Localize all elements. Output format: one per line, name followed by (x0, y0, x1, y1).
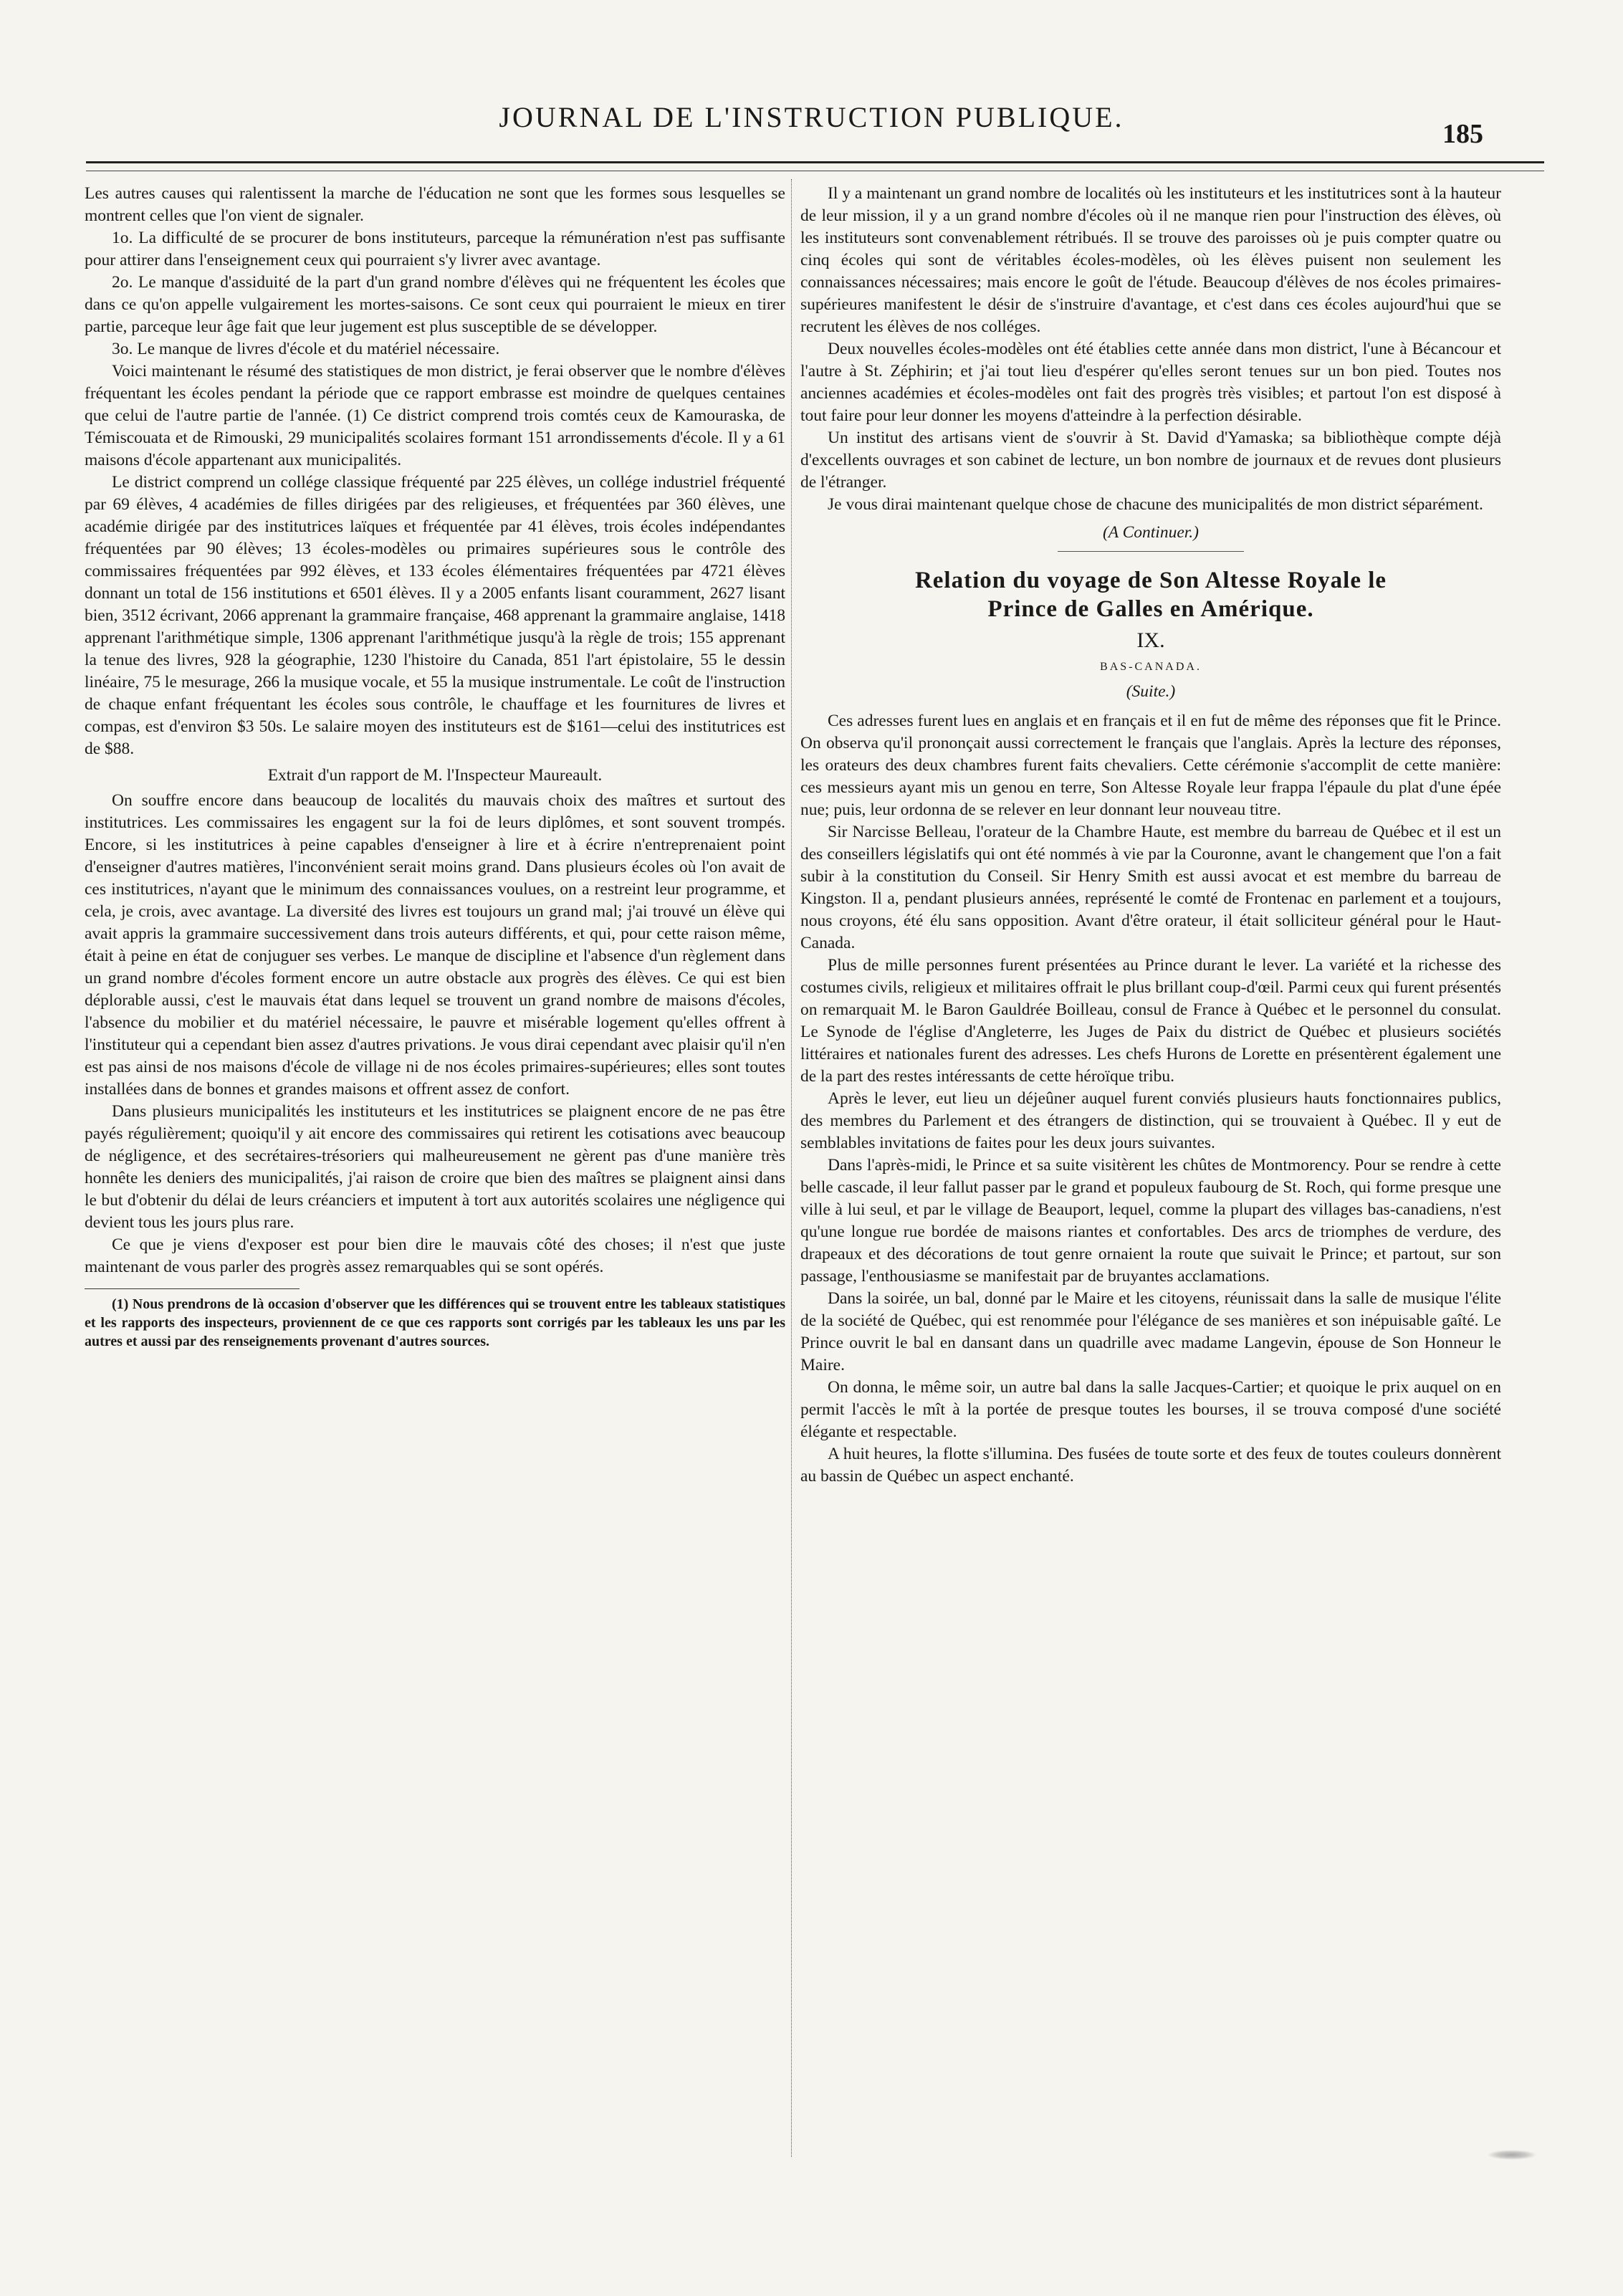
page-number: 185 (1442, 119, 1483, 149)
paragraph: 1o. La difficulté de se procurer de bons instituteurs, parceque la rémunération n'est pas suffisante pour attirer dans l'enseignement ceux qui pourraient s'y livrer avec avantage. (85, 229, 785, 269)
footnote: (1) Nous prendrons de là occasion d'observer que les différences qui se trouvent entre les tableaux statistiques et les rapports des inspecteurs, proviennent de ce que ces rapports sont corrigés par les tableaux les uns par les autres et aussi par des renseignements provenant d'autres sources. (85, 1296, 785, 1349)
paragraph: Un institut des artisans vient de s'ouvrir à St. David d'Yamaska; sa bibliothèque compte déjà d'excellents ouvrages et son cabinet de lecture, un bon nombre de journaux et de revues dont plusieurs de l'étranger. (800, 429, 1501, 492)
article-title-line-1: Relation du voyage de Son Altesse Royale le (914, 568, 1387, 593)
article-title-line-2: Prince de Galles en Amérique. (987, 596, 1314, 622)
paragraph: Après le lever, eut lieu un déjeûner auquel furent conviés plusieurs hauts fonctionnaires publics, des membres du Parlement et des étrangers de distinction, qui se trouvaient à Québec. Il y eut de semblables invitations de faites pour les deux jours suivantes. (800, 1089, 1501, 1152)
ink-blot (1487, 2150, 1537, 2160)
paragraph: Ces adresses furent lues en anglais et en français et il en fut de même des réponses que fit le Prince. On observa qu'il prononçait aussi correctement le français que l'anglais. Après la lecture des réponses, les orateurs des deux chambres furent faits chevaliers. Cette cérémonie s'accomplit de cette manière: ces messieurs ayant mis un genou en terre, Son Altesse Royale leur frappa l'épaule du plat d'une épée nue; puis, leur ordonna de se relever en leur donnant leur nouveau titre. (800, 712, 1501, 819)
to-continue-note: (A Continuer.) (1102, 523, 1200, 542)
left-column (85, 183, 785, 1351)
paragraph: Je vous dirai maintenant quelque chose de chacune des municipalités de mon district séparément. (828, 495, 1483, 514)
right-column (800, 183, 1501, 1488)
paragraph: Deux nouvelles écoles-modèles ont été établies cette année dans mon district, l'une à Bécancour et l'autre à St. Zéphirin; et j'ai tout lieu d'espérer qu'elles seront tenues sur un bon pied. Toutes nos anciennes académies et écoles-modèles ont fait des progrès très visibles; et partout l'on est disposé à tout faire pour leur donner les moyens d'atteindre à la perfection désirable. (800, 340, 1501, 425)
paragraph: Ce que je viens d'exposer est pour bien dire le mauvais côté des choses; il n'est que juste maintenant de vous parler des progrès assez remarquables qui se sont opérés. (85, 1235, 785, 1276)
paragraph: On donna, le même soir, un autre bal dans la salle Jacques-Cartier; et quoique le prix auquel on en permit l'accès le mît à la portée de presque toutes les bourses, il se trouva composé d'une société élégante et respectable. (800, 1378, 1501, 1441)
paragraph: Dans plusieurs municipalités les instituteurs et les institutrices se plaignent encore de ne pas être payés régulièrement; quoiqu'il y ait encore des commissaires qui retirent les cotisations avec beaucoup de négligence, et des secrétaires-trésoriers qui malheureusement ne gèrent pas d'une manière très honnête les deniers des municipalités, j'ai raison de croire que bien des maîtres se plaignent ainsi dans le but d'obtenir du délai de leurs créanciers et imputent à tort aux autorités scolaires une négligence qui devient tous les jours plus rare. (85, 1102, 785, 1232)
article-title (800, 566, 1501, 623)
section-place: BAS-CANADA. (1100, 661, 1202, 673)
header-rule (86, 161, 1544, 163)
paragraph: 2o. Le manque d'assiduité de la part d'un grand nombre d'élèves qui ne fréquentent les écoles que dans ce qu'on appelle vulgairement les mortes-saisons. Ce sont ceux qui pourraient le mieux en tirer partie, parceque leur âge fait que leur jugement est plus susceptible de se développer. (85, 273, 785, 336)
paragraph: 3o. Le manque de livres d'école et du matériel nécessaire. (112, 340, 500, 358)
footnote-rule (85, 1288, 300, 1289)
paragraph: Plus de mille personnes furent présentées au Prince durant le lever. La variété et la richesse des costumes civils, religieux et militaires offrait le plus brillant coup-d'œil. Parmi ceux qui furent présentés on remarquait M. le Baron Gauldrée Boilleau, consul de France à Québec et le personnel du consulat. Le Synode de l'église d'Angleterre, les Juges de Paix du district de Québec et plusieurs sociétés littéraires et nationales furent des adresses. Les chefs Hurons de Lorette en présentèrent également une de la part des restes intéressants de cette héroïque tribu. (800, 956, 1501, 1086)
running-title: JOURNAL DE L'INSTRUCTION PUBLIQUE. (499, 101, 1124, 133)
suite-note: (Suite.) (1126, 682, 1176, 701)
paragraph: On souffre encore dans beaucoup de localités du mauvais choix des maîtres et surtout des institutrices. Les commissaires les engagent sur la foi de leurs diplômes, et sont souvent trompés. Encore, si les institutrices à peine capables d'enseigner à lire et à écrire n'entreprenaient point d'enseigner d'autres matières, l'inconvénient serait moins grand. Dans plusieurs écoles où l'on avait de ces institutrices, n'ayant que le minimum des connaissances voulues, on a restreint leur programme, et cela, je crois, avec avantage. La diversité des livres est toujours un grand mal; j'ai trouvé un élève qui avait appris la grammaire successivement dans trois auteurs différents, et qui, pour cette raison même, était à peine en état de conjuguer ses verbes. Le manque de discipline et l'absence d'un règlement dans un grand nombre d'écoles forment encore un autre obstacle aux progrès des élèves. Ce qui est bien déplorable aussi, c'est le mauvais état dans lequel se trouvent un grand nombre de maisons d'écoles, l'absence du mobilier et du matériel nécessaire, le pauvre et misérable logement qu'elles offrent à l'instituteur qui a cependant bien assez d'autres privations. Je vous dirai cependant avec plaisir qu'il n'en est pas ainsi de nos maisons d'école de village ni de nos écoles primaires-supérieures; elles sont toutes installées dans de bonnes et grandes maisons et offrent assez de confort. (85, 791, 785, 1099)
paragraph: Voici maintenant le résumé des statistiques de mon district, je ferai observer que le nombre d'élèves fréquentant les écoles pendant la période que ce rapport embrasse est moindre de quelques centaines que celui de l'autre partie de l'année. (1) Ce district comprend trois comtés ceux de Kamouraska, de Témiscouata et de Rimouski, 29 municipalités scolaires formant 151 arrondissements d'école. Il y a 61 maisons d'école appartenant aux municipalités. (85, 362, 785, 469)
section-number: IX. (1136, 628, 1165, 652)
paragraph: Il y a maintenant un grand nombre de localités où les instituteurs et les institutrices sont à la hauteur de leur mission, il y a un grand nombre d'écoles où il ne manque rien pour l'instruction des élèves, où les instituteurs sont convenablement rétribués. Il se trouve des paroisses où je puis compter quatre ou cinq écoles qui sont de véritables écoles-modèles, où les élèves puisent non seulement les connaissances nécessaires; mais encore le goût de l'étude. Beaucoup d'élèves de nos écoles primaires-supérieures manifestent le désir de s'instruire d'avantage, et c'est dans ces écoles aujourd'hui que se recrutent les élèves de nos colléges. (800, 184, 1501, 336)
section-separator (1058, 551, 1244, 552)
paragraph: Dans l'après-midi, le Prince et sa suite visitèrent les chûtes de Montmorency. Pour se rendre à cette belle cascade, il leur fallut passer par le grand et populeux faubourg de St. Roch, qui forme presque une ville à lui seul, et par le village de Beauport, lequel, comme la plupart des villages bas-canadiens, n'est qu'une longue rue bordée de maisons riantes et confortables. Des arcs de triomphes de verdure, des drapeaux et des décorations de tout genre ornaient la route que suivait le Prince; et partout, sur son passage, l'enthousiasme se manifestait par de bruyantes acclamations. (800, 1156, 1501, 1286)
paragraph: Sir Narcisse Belleau, l'orateur de la Chambre Haute, est membre du barreau de Québec et il est un des conseillers législatifs qui ont été nommés à vie par la Couronne, avant le changement que l'on a fait subir à la constitution du Conseil. Sir Henry Smith est aussi avocat et est membre du barreau de Kingston. Il a, pendant plusieurs années, représenté le comté de Frontenac en parlement et a toujours, nous croyons, été élu sans opposition. Avant d'être orateur, il était solliciteur général pour le Haut-Canada. (800, 823, 1501, 952)
paragraph: Les autres causes qui ralentissent la marche de l'éducation ne sont que les formes sous lesquelles se montrent celles que l'on vient de signaler. (85, 184, 785, 225)
paragraph: Le district comprend un collége classique fréquenté par 225 élèves, un collége industriel fréquenté par 69 élèves, 4 académies de filles dirigées par des religieuses, et fréquentées par 360 élèves, une académie dirigée par des institutrices laïques et fréquentée par 41 élèves, trois écoles indépendantes fréquentées par 90 élèves; 13 écoles-modèles ou primaires supérieures sous le contrôle des commissaires fréquentées par 992 élèves, et 133 écoles élémentaires fréquentées par 4721 élèves donnant un total de 156 institutions et 6501 élèves. Il y a 2005 enfants lisant couramment, 2627 lisant bien, 3512 écrivant, 2066 apprenant la grammaire française, 468 apprenant la grammaire anglaise, 1418 apprenant l'arithmétique simple, 1306 apprenant l'arithmétique jusqu'à la règle de trois; 155 apprenant la tenue des livres, 928 la géographie, 1230 l'histoire du Canada, 851 l'art épistolaire, 55 le dessin linéaire, 75 le mesurage, 266 la musique vocale, et 55 la musique instrumentale. Le coût de l'instruction de chaque enfant fréquentant les écoles sous contrôle, le chauffage et les fournitures de livres et compas, est d'environ $3 50s. Le salaire moyen des instituteurs est de $161—celui des institutrices est de $88. (85, 473, 785, 758)
paragraph: Dans la soirée, un bal, donné par le Maire et les citoyens, réunissait dans la salle de musique l'élite de la société de Québec, qui est renommée pour l'élégance de ses manières et son inépuisable gaîté. Le Prince ouvrit le bal en dansant dans un quadrille avec madame Langevin, épouse de Son Honneur le Maire. (800, 1289, 1501, 1374)
paragraph: A huit heures, la flotte s'illumina. Des fusées de toute sorte et des feux de toutes couleurs donnèrent au bassin de Québec un aspect enchanté. (800, 1445, 1501, 1486)
extract-heading: Extrait d'un rapport de M. l'Inspecteur Maureault. (267, 766, 603, 785)
column-divider (791, 179, 792, 2157)
